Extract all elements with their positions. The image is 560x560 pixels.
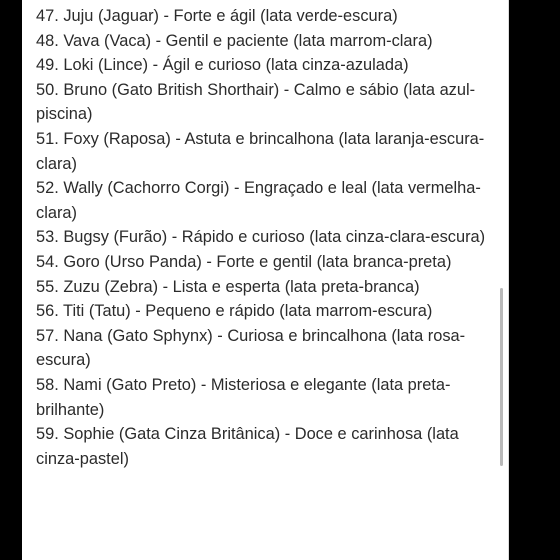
list-item: 48. Vava (Vaca) - Gentil e paciente (lata marrom-clara) [36, 31, 433, 50]
list-item: 50. Bruno (Gato British Shorthair) - Calmo e sábio (lata azul-piscina) [36, 80, 476, 124]
text-document[interactable] [22, 0, 509, 560]
list-item: 49. Loki (Lince) - Ágil e curioso (lata cinza-azulada) [36, 56, 409, 75]
pet-list [36, 4, 496, 471]
list-item: 54. Goro (Urso Panda) - Forte e gentil (lata branca-preta) [36, 252, 452, 271]
list-item: 53. Bugsy (Furão) - Rápido e curioso (lata cinza-clara-escura) [36, 228, 486, 247]
list-item: 55. Zuzu (Zebra) - Lista e esperta (lata preta-branca) [36, 277, 420, 296]
list-item: 52. Wally (Cachorro Corgi) - Engraçado e leal (lata vermelha-clara) [36, 179, 481, 222]
list-item: 58. Nami (Gato Preto) - Misteriosa e elegante (lata preta-brilhante) [36, 375, 451, 419]
list-item: 59. Sophie (Gata Cinza Britânica) - Doce e carinhosa (lata cinza-pastel) [36, 425, 459, 468]
list-item: 56. Titi (Tatu) - Pequeno e rápido (lata marrom-escura) [36, 302, 433, 321]
scrollbar-thumb[interactable] [500, 288, 503, 466]
list-item: 51. Foxy (Raposa) - Astuta e brincalhona (lata laranja-escura-clara) [36, 129, 485, 173]
list-item: 47. Juju (Jaguar) - Forte e ágil (lata verde-escura) [36, 7, 398, 25]
list-item: 57. Nana (Gato Sphynx) - Curiosa e brincalhona (lata rosa-escura) [36, 326, 466, 370]
